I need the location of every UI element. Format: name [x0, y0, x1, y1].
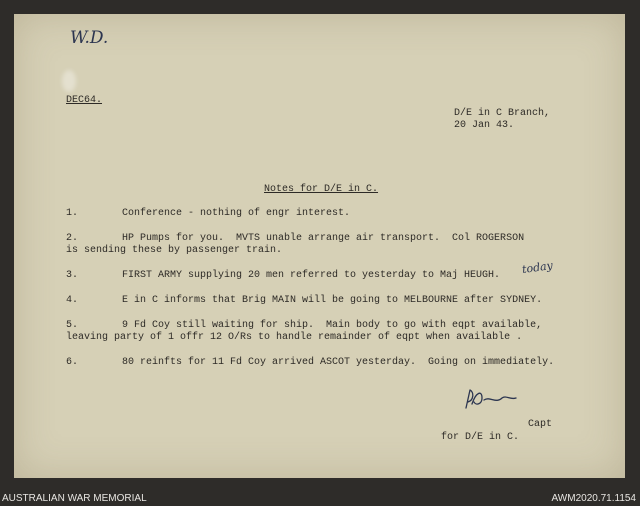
item-text: E in C informs that Brig MAIN will be going to MELBOURNE after SYDNEY. [122, 295, 543, 306]
item-number: 6. [66, 357, 79, 368]
item-text: FIRST ARMY supplying 20 men referred to yesterday to Maj HEUGH. [122, 270, 501, 281]
signature-for: for D/E in C. [441, 432, 520, 443]
item-text: 80 reinfts for 11 Fd Coy arrived ASCOT yesterday. Going on immediately. [122, 357, 555, 368]
footer-institution: AUSTRALIAN WAR MEMORIAL [2, 493, 147, 504]
item-number: 3. [66, 270, 79, 281]
item-text: Conference - nothing of engr interest. [122, 208, 351, 219]
paper-stain [62, 70, 76, 92]
item-number: 5. [66, 320, 79, 331]
branch-line: D/E in C Branch, [454, 108, 551, 119]
item-text: HP Pumps for you. MVTS unable arrange air transport. Col ROGERSON [122, 233, 525, 244]
document-page [14, 14, 625, 478]
item-number: 4. [66, 295, 79, 306]
item-number: 1. [66, 208, 79, 219]
footer-accession-number: AWM2020.71.1154 [551, 493, 636, 504]
date-line: 20 Jan 43. [454, 120, 515, 131]
item-number: 2. [66, 233, 79, 244]
handwritten-today-note: today [521, 258, 554, 277]
handwritten-wd-note: W.D. [70, 28, 109, 48]
document-reference: DEC64. [66, 95, 103, 106]
item-text: 9 Fd Coy still waiting for ship. Main body to go with eqpt available, [122, 320, 543, 331]
document-title: Notes for D/E in C. [264, 184, 379, 195]
signature-scribble [462, 386, 520, 412]
item-text: leaving party of 1 offr 12 O/Rs to handle remainder of eqpt when available . [66, 332, 523, 343]
item-text: is sending these by passenger train. [66, 245, 283, 256]
signature-rank: Capt [528, 419, 553, 430]
